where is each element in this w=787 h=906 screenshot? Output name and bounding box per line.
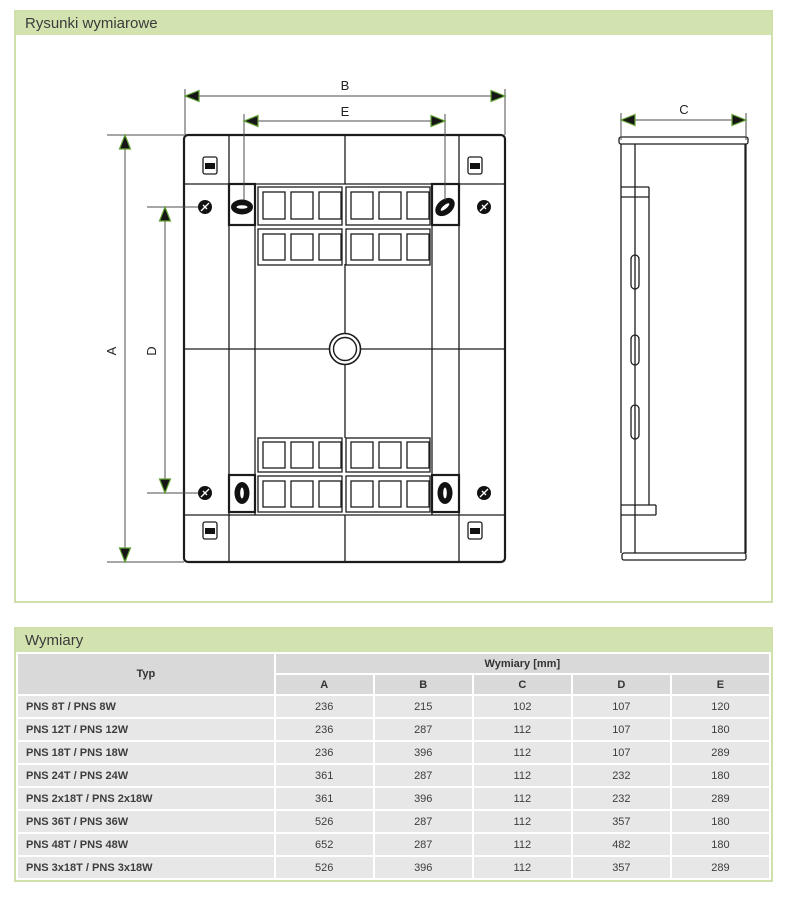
cell-typ: PNS 18T / PNS 18W — [18, 742, 274, 763]
cell-d: 357 — [573, 857, 670, 878]
dim-label-a: A — [104, 346, 119, 356]
cell-b: 287 — [375, 834, 472, 855]
cell-e: 180 — [672, 765, 769, 786]
table-header-row-group — [18, 654, 769, 673]
datasheet-page — [14, 10, 773, 882]
col-header-a: A — [276, 675, 373, 694]
cell-typ: PNS 36T / PNS 36W — [18, 811, 274, 832]
drawings-section-title: Rysunki wymiarowe — [16, 12, 771, 35]
dimension-c — [621, 102, 746, 140]
cell-e: 180 — [672, 811, 769, 832]
table-row — [18, 788, 769, 809]
dim-label-d: D — [144, 346, 159, 356]
front-view-drawing — [184, 135, 505, 562]
table-row — [18, 696, 769, 717]
cell-e: 289 — [672, 742, 769, 763]
cell-c: 102 — [474, 696, 571, 717]
cell-b: 287 — [375, 719, 472, 740]
drawings-panel-body — [16, 35, 771, 601]
cell-typ: PNS 48T / PNS 48W — [18, 834, 274, 855]
cell-a: 526 — [276, 857, 373, 878]
cell-a: 361 — [276, 788, 373, 809]
cell-d: 107 — [573, 696, 670, 717]
cell-b: 287 — [375, 765, 472, 786]
cell-typ: PNS 24T / PNS 24W — [18, 765, 274, 786]
section-gap — [14, 603, 773, 627]
col-header-e: E — [672, 675, 769, 694]
cell-a: 236 — [276, 742, 373, 763]
drawings-panel — [14, 10, 773, 603]
cell-c: 112 — [474, 857, 571, 878]
dimensions-table — [16, 652, 771, 880]
col-header-typ: Typ — [18, 654, 274, 694]
cell-d: 357 — [573, 811, 670, 832]
cell-d: 107 — [573, 719, 670, 740]
knockout-squares-top — [258, 187, 430, 265]
cell-d: 107 — [573, 742, 670, 763]
cell-a: 652 — [276, 834, 373, 855]
cell-a: 361 — [276, 765, 373, 786]
cell-b: 396 — [375, 857, 472, 878]
cell-c: 112 — [474, 834, 571, 855]
cell-b: 396 — [375, 742, 472, 763]
knockout-squares-bottom — [258, 438, 430, 512]
cell-d: 482 — [573, 834, 670, 855]
cell-b: 396 — [375, 788, 472, 809]
cell-c: 112 — [474, 742, 571, 763]
dim-label-e: E — [340, 104, 350, 119]
cell-a: 236 — [276, 719, 373, 740]
center-knockout-circle — [330, 334, 361, 365]
col-header-group: Wymiary [mm] — [276, 654, 769, 673]
cell-a: 526 — [276, 811, 373, 832]
cell-e: 180 — [672, 834, 769, 855]
table-row — [18, 742, 769, 763]
dimension-d — [144, 207, 198, 493]
cell-e: 120 — [672, 696, 769, 717]
table-row — [18, 765, 769, 786]
cell-c: 112 — [474, 765, 571, 786]
col-header-c: C — [474, 675, 571, 694]
table-row — [18, 719, 769, 740]
cell-a: 236 — [276, 696, 373, 717]
col-header-d: D — [573, 675, 670, 694]
cell-typ: PNS 8T / PNS 8W — [18, 696, 274, 717]
dimensions-panel — [14, 627, 773, 882]
cell-c: 112 — [474, 811, 571, 832]
cell-typ: PNS 3x18T / PNS 3x18W — [18, 857, 274, 878]
table-row — [18, 834, 769, 855]
cell-b: 215 — [375, 696, 472, 717]
cell-e: 180 — [672, 719, 769, 740]
dimensional-drawing — [16, 35, 771, 601]
table-row — [18, 857, 769, 878]
dim-label-c: C — [679, 102, 689, 117]
dimensions-section-title: Wymiary — [16, 629, 771, 652]
cell-e: 289 — [672, 788, 769, 809]
cell-typ: PNS 2x18T / PNS 2x18W — [18, 788, 274, 809]
table-row — [18, 811, 769, 832]
dimensions-table-wrap — [16, 652, 771, 880]
cell-e: 289 — [672, 857, 769, 878]
cell-c: 112 — [474, 719, 571, 740]
dim-label-b: B — [340, 78, 350, 93]
side-view-drawing — [619, 137, 748, 560]
cell-c: 112 — [474, 788, 571, 809]
cell-typ: PNS 12T / PNS 12W — [18, 719, 274, 740]
col-header-b: B — [375, 675, 472, 694]
cell-d: 232 — [573, 765, 670, 786]
cell-b: 287 — [375, 811, 472, 832]
cell-d: 232 — [573, 788, 670, 809]
